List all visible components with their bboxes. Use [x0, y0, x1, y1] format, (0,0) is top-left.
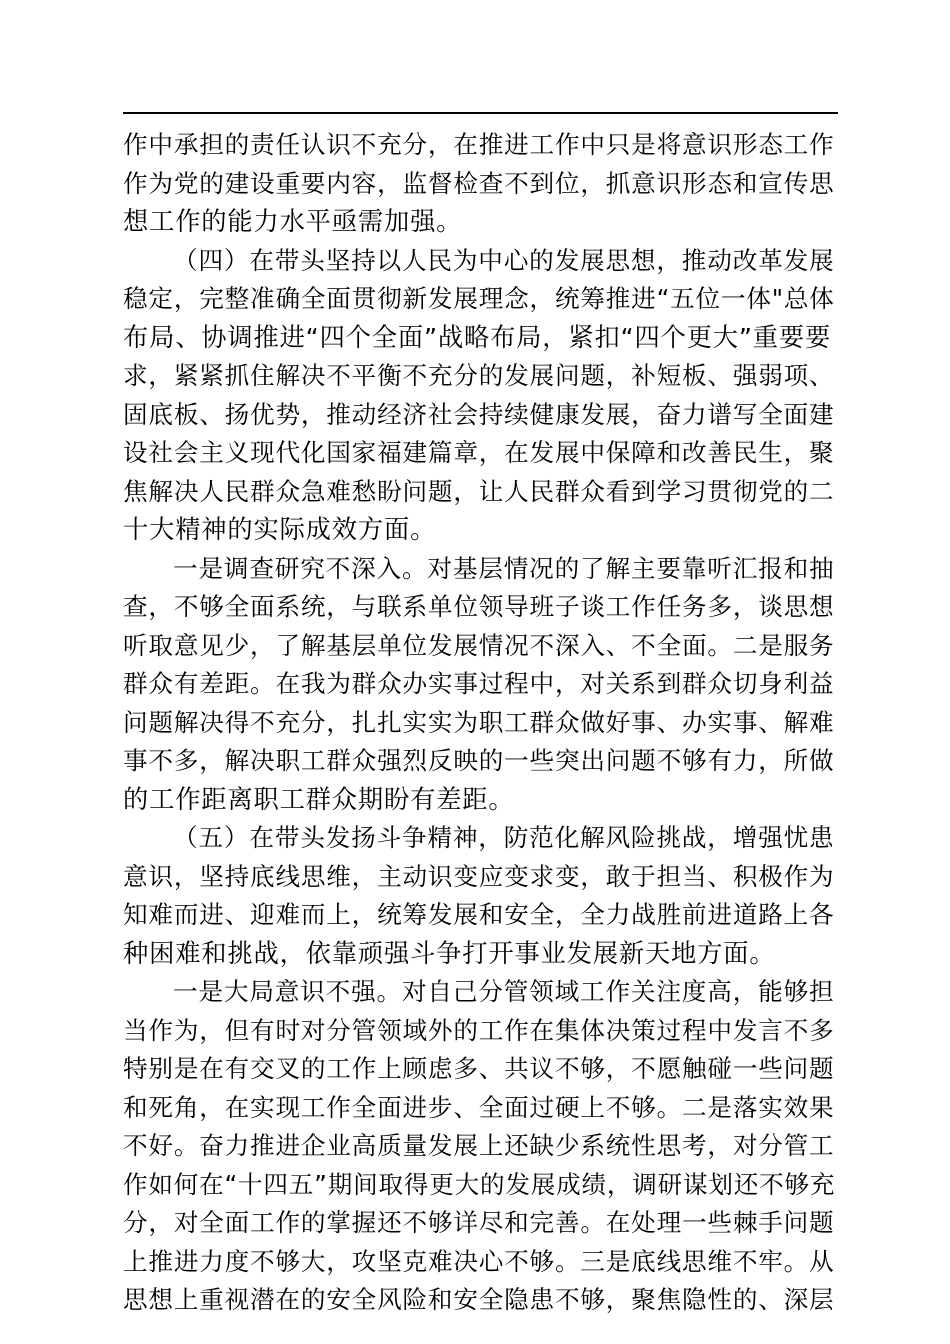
text-line: 设社会主义现代化国家福建篇章，在发展中保障和改善民生，聚	[123, 438, 835, 467]
text-line: 思想上重视潜在的安全风险和安全隐患不够，聚焦隐性的、深层	[123, 1285, 835, 1314]
text-line: 上推进力度不够大，攻坚克难决心不够。三是底线思维不牢。从	[123, 1246, 835, 1276]
body-text	[123, 126, 838, 1320]
header-rule	[123, 112, 838, 114]
text-line: 分，对全面工作的掌握还不够详尽和完善。在处理一些棘手问题	[123, 1208, 835, 1237]
text-line: 焦解决人民群众急难愁盼问题，让人民群众看到学习贯彻党的二	[123, 476, 835, 506]
section-heading-line: （五）在带头发扬斗争精神，防范化解风险挑战，增强忧患	[173, 823, 835, 852]
text-line: 不好。奋力推进企业高质量发展上还缺少系统性思考，对分管工	[123, 1131, 835, 1160]
text-line: 种困难和挑战，依靠顽强斗争打开事业发展新天地方面。	[123, 938, 776, 968]
text-line: 知难而进、迎难而上，统筹发展和安全，全力战胜前进道路上各	[123, 900, 835, 929]
text-line: 事不多，解决职工群众强烈反映的一些突出问题不够有力，所做	[123, 746, 835, 775]
text-line: 稳定，完整准确全面贯彻新发展理念，统筹推进“五位一体"总体	[123, 284, 835, 313]
text-line: 求，紧紧抓住解决不平衡不充分的发展问题，补短板、强弱项、	[123, 361, 835, 390]
text-line: 固底板、扬优势，推动经济社会持续健康发展，奋力谱写全面建	[123, 399, 835, 429]
text-line: 问题解决得不充分，扎扎实实为职工群众做好事、办实事、解难	[123, 707, 835, 737]
text-line: 作为党的建设重要内容，监督检查不到位，抓意识形态和宣传思	[123, 168, 835, 198]
text-line: 特别是在有交叉的工作上顾虑多、共议不够，不愿触碰一些问题	[123, 1054, 835, 1083]
text-line: 当作为，但有时对分管领域外的工作在集体决策过程中发言不多	[123, 1015, 835, 1045]
text-line: 和死角，在实现工作全面进步、全面过硬上不够。二是落实效果	[123, 1092, 835, 1122]
text-line: 作中承担的责任认识不充分，在推进工作中只是将意识形态工作	[123, 130, 835, 159]
text-line: 布局、协调推进“四个全面”战略布局，紧扣“四个更大”重要要	[123, 322, 832, 352]
paragraph-start-line: 一是调查研究不深入。对基层情况的了解主要靠听汇报和抽	[173, 553, 835, 583]
text-line: 意识，坚持底线思维，主动识变应变求变，敢于担当、积极作为	[123, 861, 835, 891]
paragraph-start-line: 一是大局意识不强。对自己分管领域工作关注度高，能够担	[173, 977, 835, 1006]
text-line: 听取意见少，了解基层单位发展情况不深入、不全面。二是服务	[123, 630, 835, 660]
text-line: 的工作距离职工群众期盼有差距。	[123, 784, 515, 814]
text-line: 群众有差距。在我为群众办实事过程中，对关系到群众切身利益	[123, 669, 835, 698]
text-line: 作如何在“十四五”期间取得更大的发展成绩，调研谋划还不够充	[123, 1169, 836, 1199]
text-line: 十大精神的实际成效方面。	[123, 515, 437, 544]
section-heading-line: （四）在带头坚持以人民为中心的发展思想，推动改革发展	[173, 245, 835, 275]
text-line: 查，不够全面系统，与联系单位领导班子谈工作任务多，谈思想	[123, 592, 835, 621]
text-line: 想工作的能力水平亟需加强。	[123, 207, 463, 236]
